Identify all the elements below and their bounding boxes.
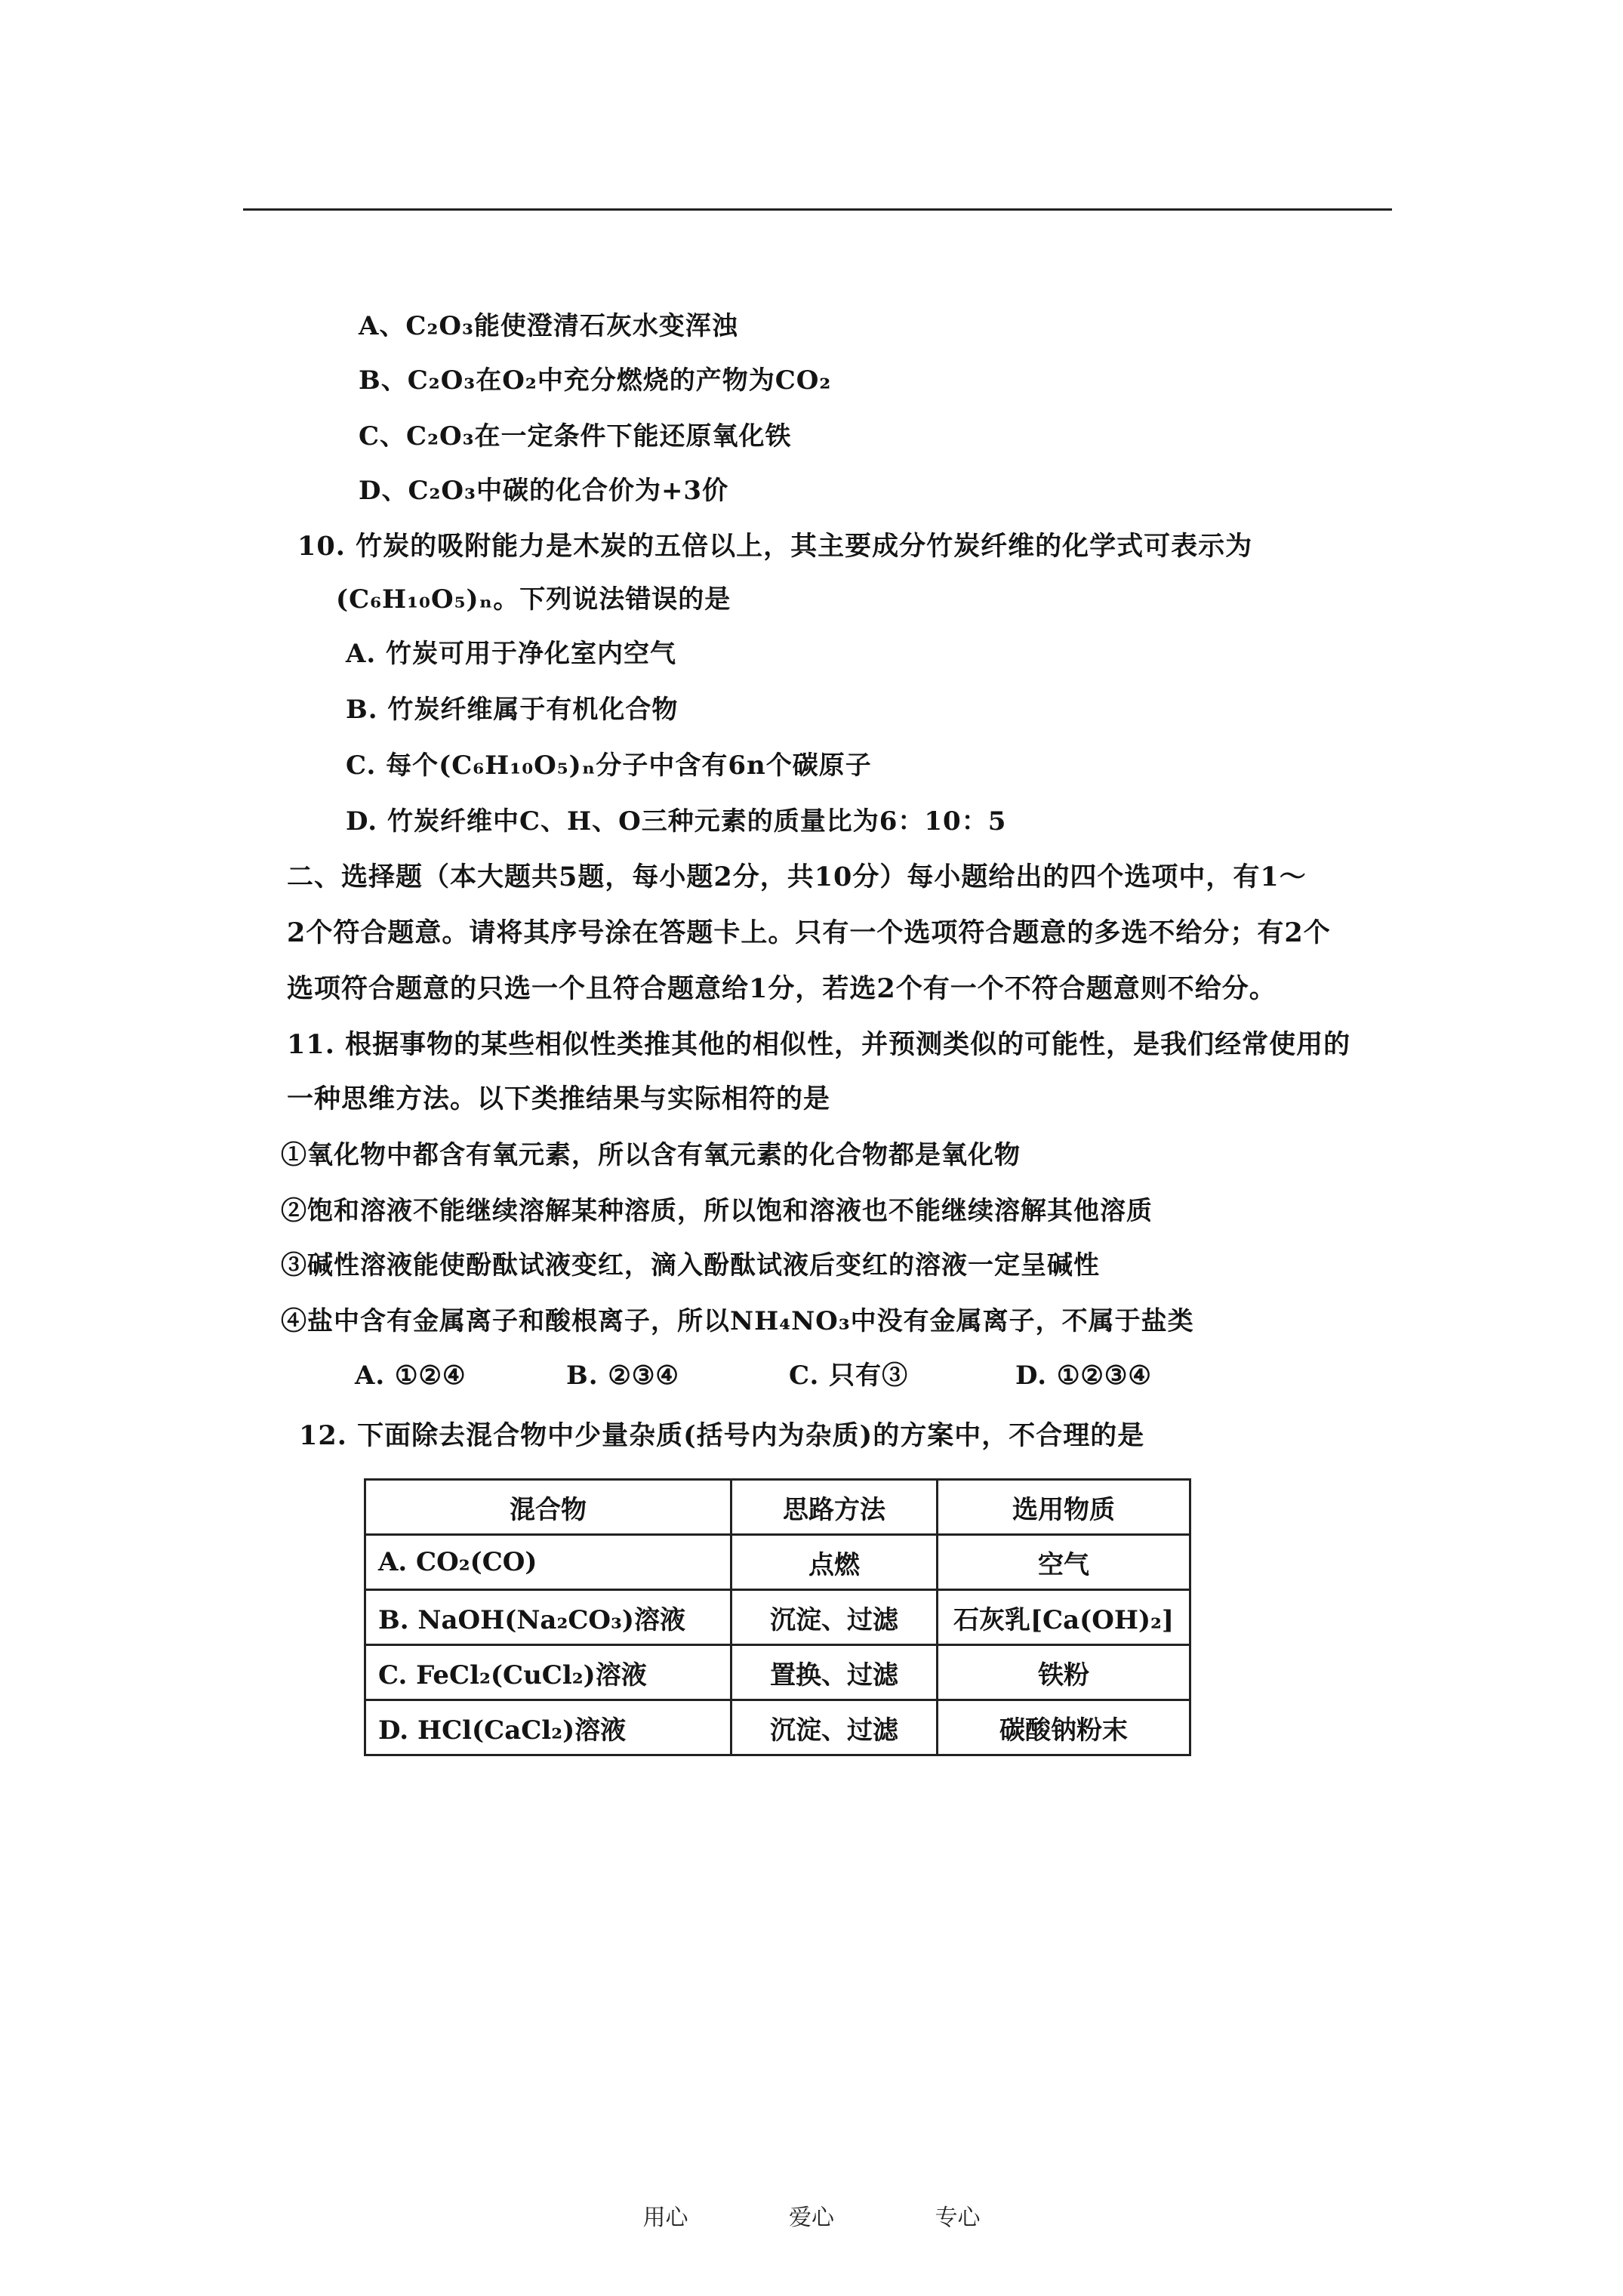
q12-stem: 12. 下面除去混合物中少量杂质(括号内为杂质)的方案中，不合理的是	[299, 1420, 1145, 1451]
q11-statement-4: ④盐中含有金属离子和酸根离子，所以NH₄NO₃中没有金属离子，不属于盐类	[281, 1306, 1194, 1336]
page-footer	[0, 2199, 1623, 2232]
header-rule	[243, 208, 1392, 211]
q9-option-d: D、C₂O₃中碳的化合价为+3价	[359, 476, 729, 506]
table-cell-method: 沉淀、过滤	[731, 1700, 938, 1755]
q9-option-a: A、C₂O₃能使澄清石灰水变浑浊	[359, 311, 738, 341]
table-cell-method: 沉淀、过滤	[731, 1590, 938, 1645]
q10-option-d: D. 竹炭纤维中C、H、O三种元素的质量比为6：10：5	[346, 806, 1007, 837]
table-cell-method: 置换、过滤	[731, 1645, 938, 1700]
q11-option-d: D. ①②③④	[1015, 1361, 1152, 1391]
table-cell-mixture: D. HCl(CaCl₂)溶液	[365, 1700, 731, 1755]
q10-option-b: B. 竹炭纤维属于有机化合物	[346, 695, 679, 725]
table-cell-mixture: C. FeCl₂(CuCl₂)溶液	[365, 1645, 731, 1700]
table-cell-mixture: A. CO₂(CO)	[365, 1535, 731, 1590]
section2-instructions-line2: 2个符合题意。请将其序号涂在答题卡上。只有一个选项符合题意的多选不给分；有2个	[287, 917, 1331, 948]
q9-option-b: B、C₂O₃在O₂中充分燃烧的产物为CO₂	[359, 365, 832, 396]
q10-option-c: C. 每个(C₆H₁₀O₅)ₙ分子中含有6n个碳原子	[346, 750, 872, 781]
q11-statement-2: ②饱和溶液不能继续溶解某种溶质，所以饱和溶液也不能继续溶解其他溶质	[281, 1196, 1153, 1226]
table-header-row	[365, 1480, 1190, 1535]
q11-option-b: B. ②③④	[566, 1361, 679, 1391]
footer-word-2: 爱心	[789, 2205, 834, 2231]
q11-statement-1: ①氧化物中都含有氧元素，所以含有氧元素的化合物都是氧化物	[281, 1140, 1021, 1170]
q9-option-c: C、C₂O₃在一定条件下能还原氧化铁	[359, 421, 792, 451]
q12-table	[364, 1478, 1191, 1756]
table-cell-method: 点燃	[731, 1535, 938, 1590]
table-cell-reagent: 铁粉	[938, 1645, 1190, 1700]
q11-stem-line1: 11. 根据事物的某些相似性类推其他的相似性，并预测类似的可能性，是我们经常使用的	[287, 1029, 1351, 1060]
table-row	[365, 1590, 1190, 1645]
q11-option-c: C. 只有③	[789, 1361, 909, 1391]
table-header-reagent: 选用物质	[938, 1480, 1190, 1535]
q11-option-a: A. ①②④	[355, 1361, 467, 1391]
q10-stem-line2: (C₆H₁₀O₅)ₙ。下列说法错误的是	[336, 584, 731, 615]
footer-word-3: 专心	[935, 2205, 981, 2231]
section2-instructions-line3: 选项符合题意的只选一个且符合题意给1分，若选2个有一个不符合题意则不给分。	[287, 973, 1277, 1004]
table-cell-reagent: 空气	[938, 1535, 1190, 1590]
table-row	[365, 1700, 1190, 1755]
q11-stem-line2: 一种思维方法。以下类推结果与实际相符的是	[287, 1083, 831, 1114]
q10-stem-line1: 10. 竹炭的吸附能力是木炭的五倍以上，其主要成分竹炭纤维的化学式可表示为	[297, 531, 1253, 562]
table-cell-reagent: 石灰乳[Ca(OH)₂]	[938, 1590, 1190, 1645]
table-header-mixture: 混合物	[365, 1480, 731, 1535]
footer-word-1: 用心	[642, 2205, 688, 2231]
q10-option-a: A. 竹炭可用于净化室内空气	[346, 639, 677, 669]
table-row	[365, 1645, 1190, 1700]
section2-instructions-line1: 二、选择题（本大题共5题，每小题2分，共10分）每小题给出的四个选项中，有1～	[287, 861, 1307, 892]
table-header-method: 思路方法	[731, 1480, 938, 1535]
table-cell-mixture: B. NaOH(Na₂CO₃)溶液	[365, 1590, 731, 1645]
table-cell-reagent: 碳酸钠粉末	[938, 1700, 1190, 1755]
table-row	[365, 1535, 1190, 1590]
q11-statement-3: ③碱性溶液能使酚酞试液变红，滴入酚酞试液后变红的溶液一定呈碱性	[281, 1250, 1100, 1281]
